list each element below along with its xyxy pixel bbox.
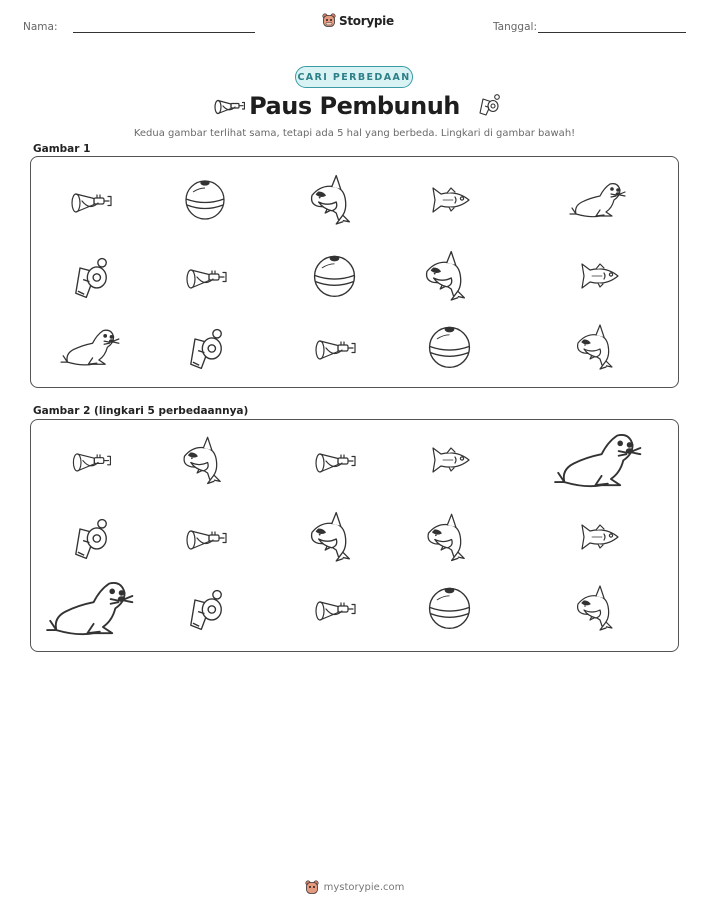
name-field-line[interactable] <box>73 32 255 33</box>
storypie-mascot-icon <box>305 880 319 895</box>
picture2-item-r1c5[interactable] <box>552 417 645 504</box>
picture1-item-r2c1 <box>59 247 122 306</box>
whistle-icon <box>174 318 237 377</box>
picture1-item-r2c5 <box>568 248 628 304</box>
trumpet-icon <box>304 432 364 488</box>
orca-icon <box>418 508 481 567</box>
orca-icon <box>568 580 628 636</box>
orca-icon <box>301 169 367 231</box>
orca-icon <box>568 319 628 375</box>
picture1-item-r1c5 <box>568 172 628 228</box>
picture2-item-r2c2[interactable] <box>175 509 235 565</box>
fish-icon <box>419 432 479 488</box>
picture1-item-r1c4 <box>419 172 479 228</box>
picture2-item-r2c3[interactable] <box>301 506 367 568</box>
picture2-item-r1c2[interactable] <box>174 431 237 490</box>
footer <box>0 880 709 895</box>
picture1-item-r1c1 <box>60 172 120 228</box>
picture1-item-r3c4 <box>418 318 481 377</box>
picture2-item-r1c4[interactable] <box>419 432 479 488</box>
ball-icon <box>303 247 366 306</box>
fish-icon <box>419 172 479 228</box>
name-label: Nama: <box>23 21 58 33</box>
picture2-item-r1c1[interactable] <box>62 433 119 486</box>
picture2-item-r3c4[interactable] <box>418 579 481 638</box>
picture1-item-r1c3 <box>301 169 367 231</box>
picture2-item-r3c3[interactable] <box>304 580 364 636</box>
picture2-item-r3c2[interactable] <box>174 579 237 638</box>
storypie-mascot-icon <box>322 13 336 28</box>
ball-icon <box>418 318 481 377</box>
picture1-item-r3c1 <box>59 318 122 377</box>
instructions: Kedua gambar terlihat sama, tetapi ada 5 hal yang berbeda. Lingkari di gambar bawah! <box>133 128 576 139</box>
trumpet-icon <box>304 580 364 636</box>
orca-icon <box>416 245 482 307</box>
fish-icon <box>568 248 628 304</box>
picture1-panel <box>30 156 679 388</box>
trumpet-icon <box>175 248 235 304</box>
seal-icon <box>59 318 122 377</box>
picture2-item-r3c1[interactable] <box>44 565 137 652</box>
picture2-item-r2c1[interactable] <box>59 508 122 567</box>
ball-icon <box>175 172 235 228</box>
footer-site: mystorypie.com <box>323 882 405 893</box>
seal-icon <box>552 417 645 504</box>
trumpet-icon <box>62 433 119 486</box>
brand-name: Storypie <box>339 13 394 28</box>
fish-icon <box>568 509 628 565</box>
brand-logo <box>322 13 394 28</box>
picture2-item-r2c5[interactable] <box>568 509 628 565</box>
picture2-item-r1c3[interactable] <box>304 432 364 488</box>
trumpet-icon <box>175 509 235 565</box>
picture1-item-r2c3 <box>303 247 366 306</box>
picture1-item-r3c2 <box>174 318 237 377</box>
picture2-panel[interactable] <box>30 419 679 652</box>
activity-badge: CARI PERBEDAAN <box>295 66 413 88</box>
seal-icon <box>568 172 628 228</box>
picture2-item-r2c4[interactable] <box>418 508 481 567</box>
date-label: Tanggal: <box>493 21 537 33</box>
picture2-item-r3c5[interactable] <box>568 580 628 636</box>
picture1-item-r2c4 <box>416 245 482 307</box>
whistle-icon <box>59 247 122 306</box>
picture1-label: Gambar 1 <box>33 143 91 155</box>
whistle-icon <box>59 508 122 567</box>
trumpet-icon <box>60 172 120 228</box>
date-field-line[interactable] <box>538 32 686 33</box>
whistle-icon <box>477 92 501 118</box>
picture1-item-r3c3 <box>304 319 364 375</box>
seal-icon <box>44 565 137 652</box>
page-title: Paus Pembunuh <box>249 92 460 120</box>
ball-icon <box>418 579 481 638</box>
trumpet-icon <box>304 319 364 375</box>
picture2-label: Gambar 2 (lingkari 5 perbedaannya) <box>33 405 249 417</box>
orca-icon <box>174 431 237 490</box>
picture1-item-r1c2 <box>175 172 235 228</box>
whistle-icon <box>174 579 237 638</box>
picture1-item-r3c5 <box>568 319 628 375</box>
orca-icon <box>301 506 367 568</box>
picture1-item-r2c2 <box>175 248 235 304</box>
